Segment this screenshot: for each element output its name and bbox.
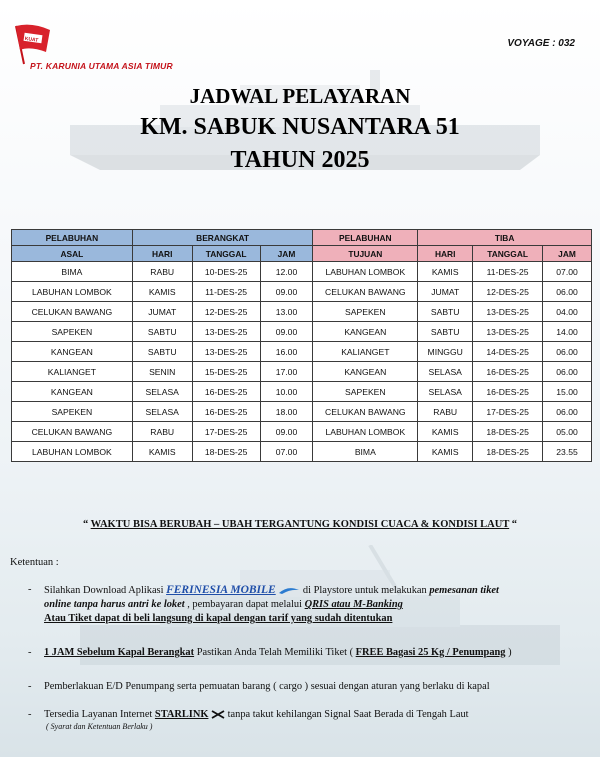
origin-port: LABUHAN LOMBOK <box>12 282 133 302</box>
arrive-time: 14.00 <box>543 322 592 342</box>
voyage-number: VOYAGE : 032 <box>507 38 575 49</box>
table-row <box>12 442 592 462</box>
app-text-bold: pemesanan tiket <box>429 585 499 596</box>
company-name: PT. KARUNIA UTAMA ASIA TIMUR <box>30 61 173 71</box>
arrive-day: SABTU <box>418 302 473 322</box>
header-depart-tanggal: TANGGAL <box>192 246 260 262</box>
origin-port: BIMA <box>12 262 133 282</box>
notice-open-quote: “ <box>82 519 91 530</box>
arrive-time: 06.00 <box>543 402 592 422</box>
dest-port: LABUHAN LOMBOK <box>313 262 418 282</box>
depart-day: RABU <box>132 422 192 442</box>
arrive-day: MINGGU <box>418 342 473 362</box>
depart-date: 17-DES-25 <box>192 422 260 442</box>
depart-time: 12.00 <box>260 262 313 282</box>
table-row <box>12 262 592 282</box>
boarding-end-text: ) <box>505 647 512 658</box>
cargo-text: Pemberlakuan E/D Penumpang serta pemuatan barang ( cargo ) sesuai dengan aturan yang berlaku di kapal <box>44 681 490 692</box>
bullet-dash: - <box>28 709 32 720</box>
depart-day: KAMIS <box>132 442 192 462</box>
payment-methods: QRIS atau M-Banking <box>304 599 403 610</box>
depart-day: SABTU <box>132 342 192 362</box>
origin-port: CELUKAN BAWANG <box>12 422 133 442</box>
payment-text: , pembayaran dapat melalui <box>184 599 305 610</box>
origin-port: LABUHAN LOMBOK <box>12 442 133 462</box>
arrive-date: 16-DES-25 <box>473 382 543 402</box>
arrive-date: 13-DES-25 <box>473 322 543 342</box>
origin-port: KANGEAN <box>12 342 133 362</box>
online-text: online tanpa harus antri ke loket <box>44 599 185 610</box>
arrive-date: 16-DES-25 <box>473 362 543 382</box>
depart-time: 09.00 <box>260 422 313 442</box>
depart-time: 10.00 <box>260 382 313 402</box>
table-row <box>12 422 592 442</box>
notice-text: WAKTU BISA BERUBAH – UBAH TERGANTUNG KONDISI CUACA & KONDISI LAUT <box>90 519 510 530</box>
arrive-time: 06.00 <box>543 342 592 362</box>
starlink-brand: STARLINK <box>154 709 209 720</box>
depart-date: 18-DES-25 <box>192 442 260 462</box>
arrive-day: SELASA <box>418 362 473 382</box>
dest-port: BIMA <box>313 442 418 462</box>
arrive-day: KAMIS <box>418 442 473 462</box>
header-dest-sub: TUJUAN <box>313 246 418 262</box>
arrive-time: 04.00 <box>543 302 592 322</box>
boarding-time-text: 1 JAM Sebelum Kapal Berangkat <box>44 647 195 658</box>
depart-time: 09.00 <box>260 322 313 342</box>
depart-day: SELASA <box>132 402 192 422</box>
arrive-date: 11-DES-25 <box>473 262 543 282</box>
terms-heading: Ketentuan : <box>10 557 59 568</box>
dest-port: CELUKAN BAWANG <box>313 282 418 302</box>
depart-time: 16.00 <box>260 342 313 362</box>
depart-date: 11-DES-25 <box>192 282 260 302</box>
bullet-dash: - <box>28 681 32 692</box>
ship-name: KM. SABUK NUSANTARA 51 <box>140 114 460 140</box>
depart-day: SENIN <box>132 362 192 382</box>
dest-port: KANGEAN <box>313 362 418 382</box>
notice-close-quote: “ <box>509 519 518 530</box>
boarding-mid-text: Pastikan Anda Telah Memiliki Tiket ( <box>194 647 356 658</box>
app-text-mid: di Playstore untuk melakukan <box>300 585 430 596</box>
header-arrive-tanggal: TANGGAL <box>473 246 543 262</box>
dest-port: KALIANGET <box>313 342 418 362</box>
table-row <box>12 302 592 322</box>
header-arrive-jam: JAM <box>543 246 592 262</box>
arrive-date: 18-DES-25 <box>473 442 543 462</box>
table-row <box>12 402 592 422</box>
dest-port: SAPEKEN <box>313 302 418 322</box>
internet-text-post: tanpa takut kehilangan Signal Saat Berada di Tengah Laut <box>225 709 469 720</box>
header-origin-sub: ASAL <box>12 246 133 262</box>
bullet-dash: - <box>28 647 32 658</box>
arrive-date: 12-DES-25 <box>473 282 543 302</box>
arrive-day: KAMIS <box>418 422 473 442</box>
depart-time: 17.00 <box>260 362 313 382</box>
depart-time: 09.00 <box>260 282 313 302</box>
depart-day: SABTU <box>132 322 192 342</box>
logo-text: KUAT <box>24 35 39 44</box>
arrive-day: JUMAT <box>418 282 473 302</box>
depart-date: 15-DES-25 <box>192 362 260 382</box>
origin-port: KALIANGET <box>12 362 133 382</box>
table-row <box>12 322 592 342</box>
table-row <box>12 382 592 402</box>
dest-port: CELUKAN BAWANG <box>313 402 418 422</box>
header-arrive-group: TIBA <box>418 230 592 246</box>
schedule-rows <box>12 262 592 462</box>
bullet-dash: - <box>28 584 32 595</box>
arrive-date: 13-DES-25 <box>473 302 543 322</box>
depart-day: JUMAT <box>132 302 192 322</box>
arrive-day: KAMIS <box>418 262 473 282</box>
arrive-date: 14-DES-25 <box>473 342 543 362</box>
arrive-time: 23.55 <box>543 442 592 462</box>
arrive-day: SABTU <box>418 322 473 342</box>
dest-port: LABUHAN LOMBOK <box>313 422 418 442</box>
origin-port: SAPEKEN <box>12 402 133 422</box>
arrive-day: RABU <box>418 402 473 422</box>
dest-port: SAPEKEN <box>313 382 418 402</box>
depart-date: 13-DES-25 <box>192 342 260 362</box>
depart-date: 13-DES-25 <box>192 322 260 342</box>
weather-notice <box>0 519 600 530</box>
depart-day: RABU <box>132 262 192 282</box>
internet-text-pre: Tersedia Layanan Internet <box>44 709 155 720</box>
onboard-ticket-text: Atau Tiket dapat di beli langsung di kapal dengan tarif yang sudah ditentukan <box>44 613 393 624</box>
depart-time: 18.00 <box>260 402 313 422</box>
table-row <box>12 342 592 362</box>
table-row <box>12 282 592 302</box>
app-text-pre: Silahkan Download Aplikasi <box>44 585 167 596</box>
arrive-day: SELASA <box>418 382 473 402</box>
terms-note: ( Syarat dan Ketentuan Berlaku ) <box>46 722 153 731</box>
baggage-text: FREE Bagasi 25 Kg / Penumpang <box>355 647 506 658</box>
arrive-time: 06.00 <box>543 362 592 382</box>
origin-port: SAPEKEN <box>12 322 133 342</box>
arrive-time: 06.00 <box>543 282 592 302</box>
depart-day: KAMIS <box>132 282 192 302</box>
schedule-table <box>11 229 592 462</box>
depart-time: 07.00 <box>260 442 313 462</box>
origin-port: KANGEAN <box>12 382 133 402</box>
dest-port: KANGEAN <box>313 322 418 342</box>
schedule-year: TAHUN 2025 <box>230 147 370 173</box>
header-arrive-hari: HARI <box>418 246 473 262</box>
depart-time: 13.00 <box>260 302 313 322</box>
header-depart-group: BERANGKAT <box>132 230 313 246</box>
arrive-time: 07.00 <box>543 262 592 282</box>
depart-date: 16-DES-25 <box>192 402 260 422</box>
depart-date: 12-DES-25 <box>192 302 260 322</box>
depart-date: 16-DES-25 <box>192 382 260 402</box>
origin-port: CELUKAN BAWANG <box>12 302 133 322</box>
company-flag-logo <box>10 22 52 66</box>
table-row <box>12 362 592 382</box>
ferinesia-app-link[interactable]: FERINESIA MOBILE <box>166 584 276 596</box>
header-dest-group: PELABUHAN <box>313 230 418 246</box>
arrive-date: 18-DES-25 <box>473 422 543 442</box>
header-depart-hari: HARI <box>132 246 192 262</box>
arrive-time: 15.00 <box>543 382 592 402</box>
arrive-time: 05.00 <box>543 422 592 442</box>
starlink-x-icon <box>211 710 225 719</box>
ferinesia-swoosh-icon <box>278 587 300 595</box>
header-depart-jam: JAM <box>260 246 313 262</box>
depart-day: SELASA <box>132 382 192 402</box>
schedule-title: JADWAL PELAYARAN <box>189 84 411 108</box>
depart-date: 10-DES-25 <box>192 262 260 282</box>
arrive-date: 17-DES-25 <box>473 402 543 422</box>
header-origin-group: PELABUHAN <box>12 230 133 246</box>
